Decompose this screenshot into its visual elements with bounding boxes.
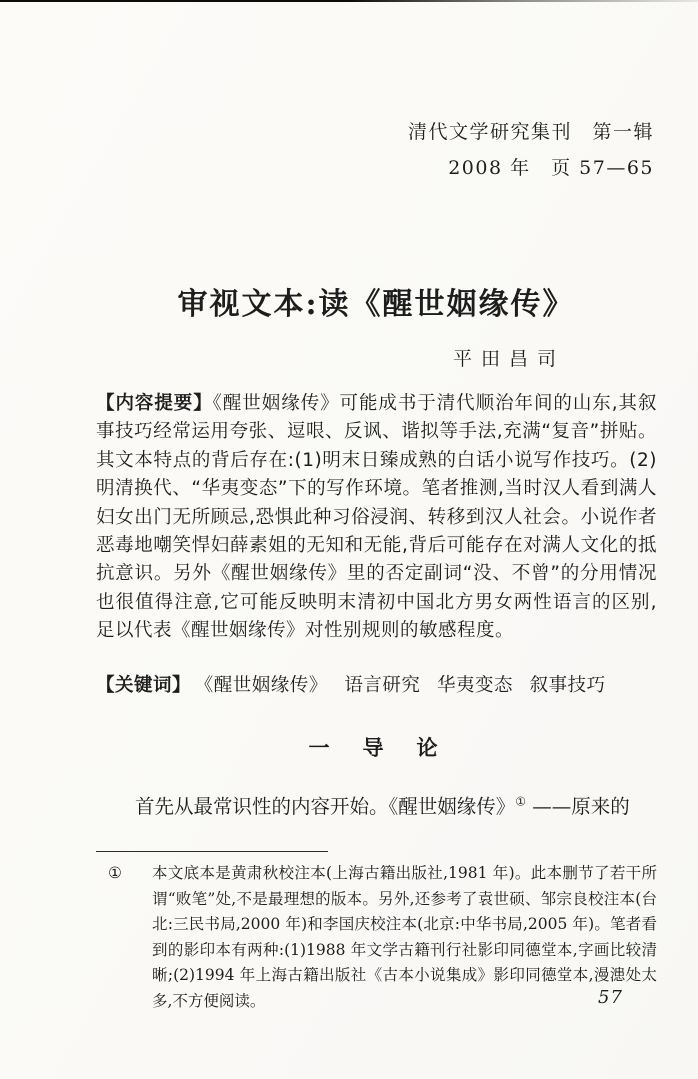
keywords-label: 【关键词】 <box>96 675 192 696</box>
abstract-text: 《醒世姻缘传》可能成书于清代顺治年间的山东,其叙事技巧经常运用夸张、逗哏、反讽、谐拟等手法,充满“复音”拼贴。其文本特点的背后存在:(1)明末日臻成熟的白话小说写作技巧。(2)明清换代、“华夷变态”下的写作环境。笔者推测,当时汉人看到满人妇女出门无所顾忌,恐惧此种习俗浸润、转移到汉人社会。小说作者恶毒地嘲笑悍妇薛素姐的无知和无能,背后可能存在对满人文化的抵抗意识。另外《醒世姻缘传》里的否定副词“没、不曾”的分用情况也很值得注意,它可能反映明末清初中国北方男女两性语言的区别,足以代表《醒世姻缘传》对性别规则的敏感程度。 <box>96 393 657 642</box>
keywords <box>96 671 657 697</box>
footnote <box>108 861 657 1015</box>
abstract <box>96 390 657 646</box>
keyword-item: 《醒世姻缘传》 <box>203 675 328 696</box>
article-author: 平田昌司 <box>452 348 565 370</box>
page-number: 57 <box>598 987 623 1008</box>
footnote-separator-rule <box>96 851 328 852</box>
footnote-reference-marker: ① <box>515 794 527 809</box>
footnote-text: 本文底本是黄肃秋校注本(上海古籍出版社,1981 年)。此本删节了若干所谓“败笔”处,不是最理想的版本。另外,还参考了袁世硕、邹宗良校注本(台北:三民书局,2000 年)和李国庆校注本(北京:中华书局,2005 年)。笔者看到的影印本有两种:(1)1988 年文学古籍刊行社影印同德堂本,字画比较清晰;(2)1994 年上海古籍出版社《古本小说集成》影印同德堂本,漫漶处太多,不方便阅读。 <box>152 864 657 1010</box>
keyword-item: 华夷变态 <box>437 675 514 696</box>
journal-header <box>408 114 654 186</box>
scan-edge-artifact <box>0 0 698 2</box>
keyword-item: 语言研究 <box>344 675 421 696</box>
journal-title-line: 清代文学研究集刊 第一辑 <box>407 121 654 143</box>
journal-issue-line: 2008 年 页 57—65 <box>448 157 654 179</box>
body-text-after-note: ——原来的 <box>526 795 630 818</box>
abstract-label: 【内容提要】 <box>96 393 213 414</box>
section-heading: 一 导 论 <box>308 735 444 760</box>
body-text-before-note: 首先从最常识性的内容开始。《醒世姻缘传》 <box>135 795 516 818</box>
keyword-item: 叙事技巧 <box>529 675 606 696</box>
footnote-marker: ① <box>108 864 122 882</box>
article-title: 审视文本:读《醒世姻缘传》 <box>177 287 575 322</box>
body-paragraph <box>96 792 657 821</box>
